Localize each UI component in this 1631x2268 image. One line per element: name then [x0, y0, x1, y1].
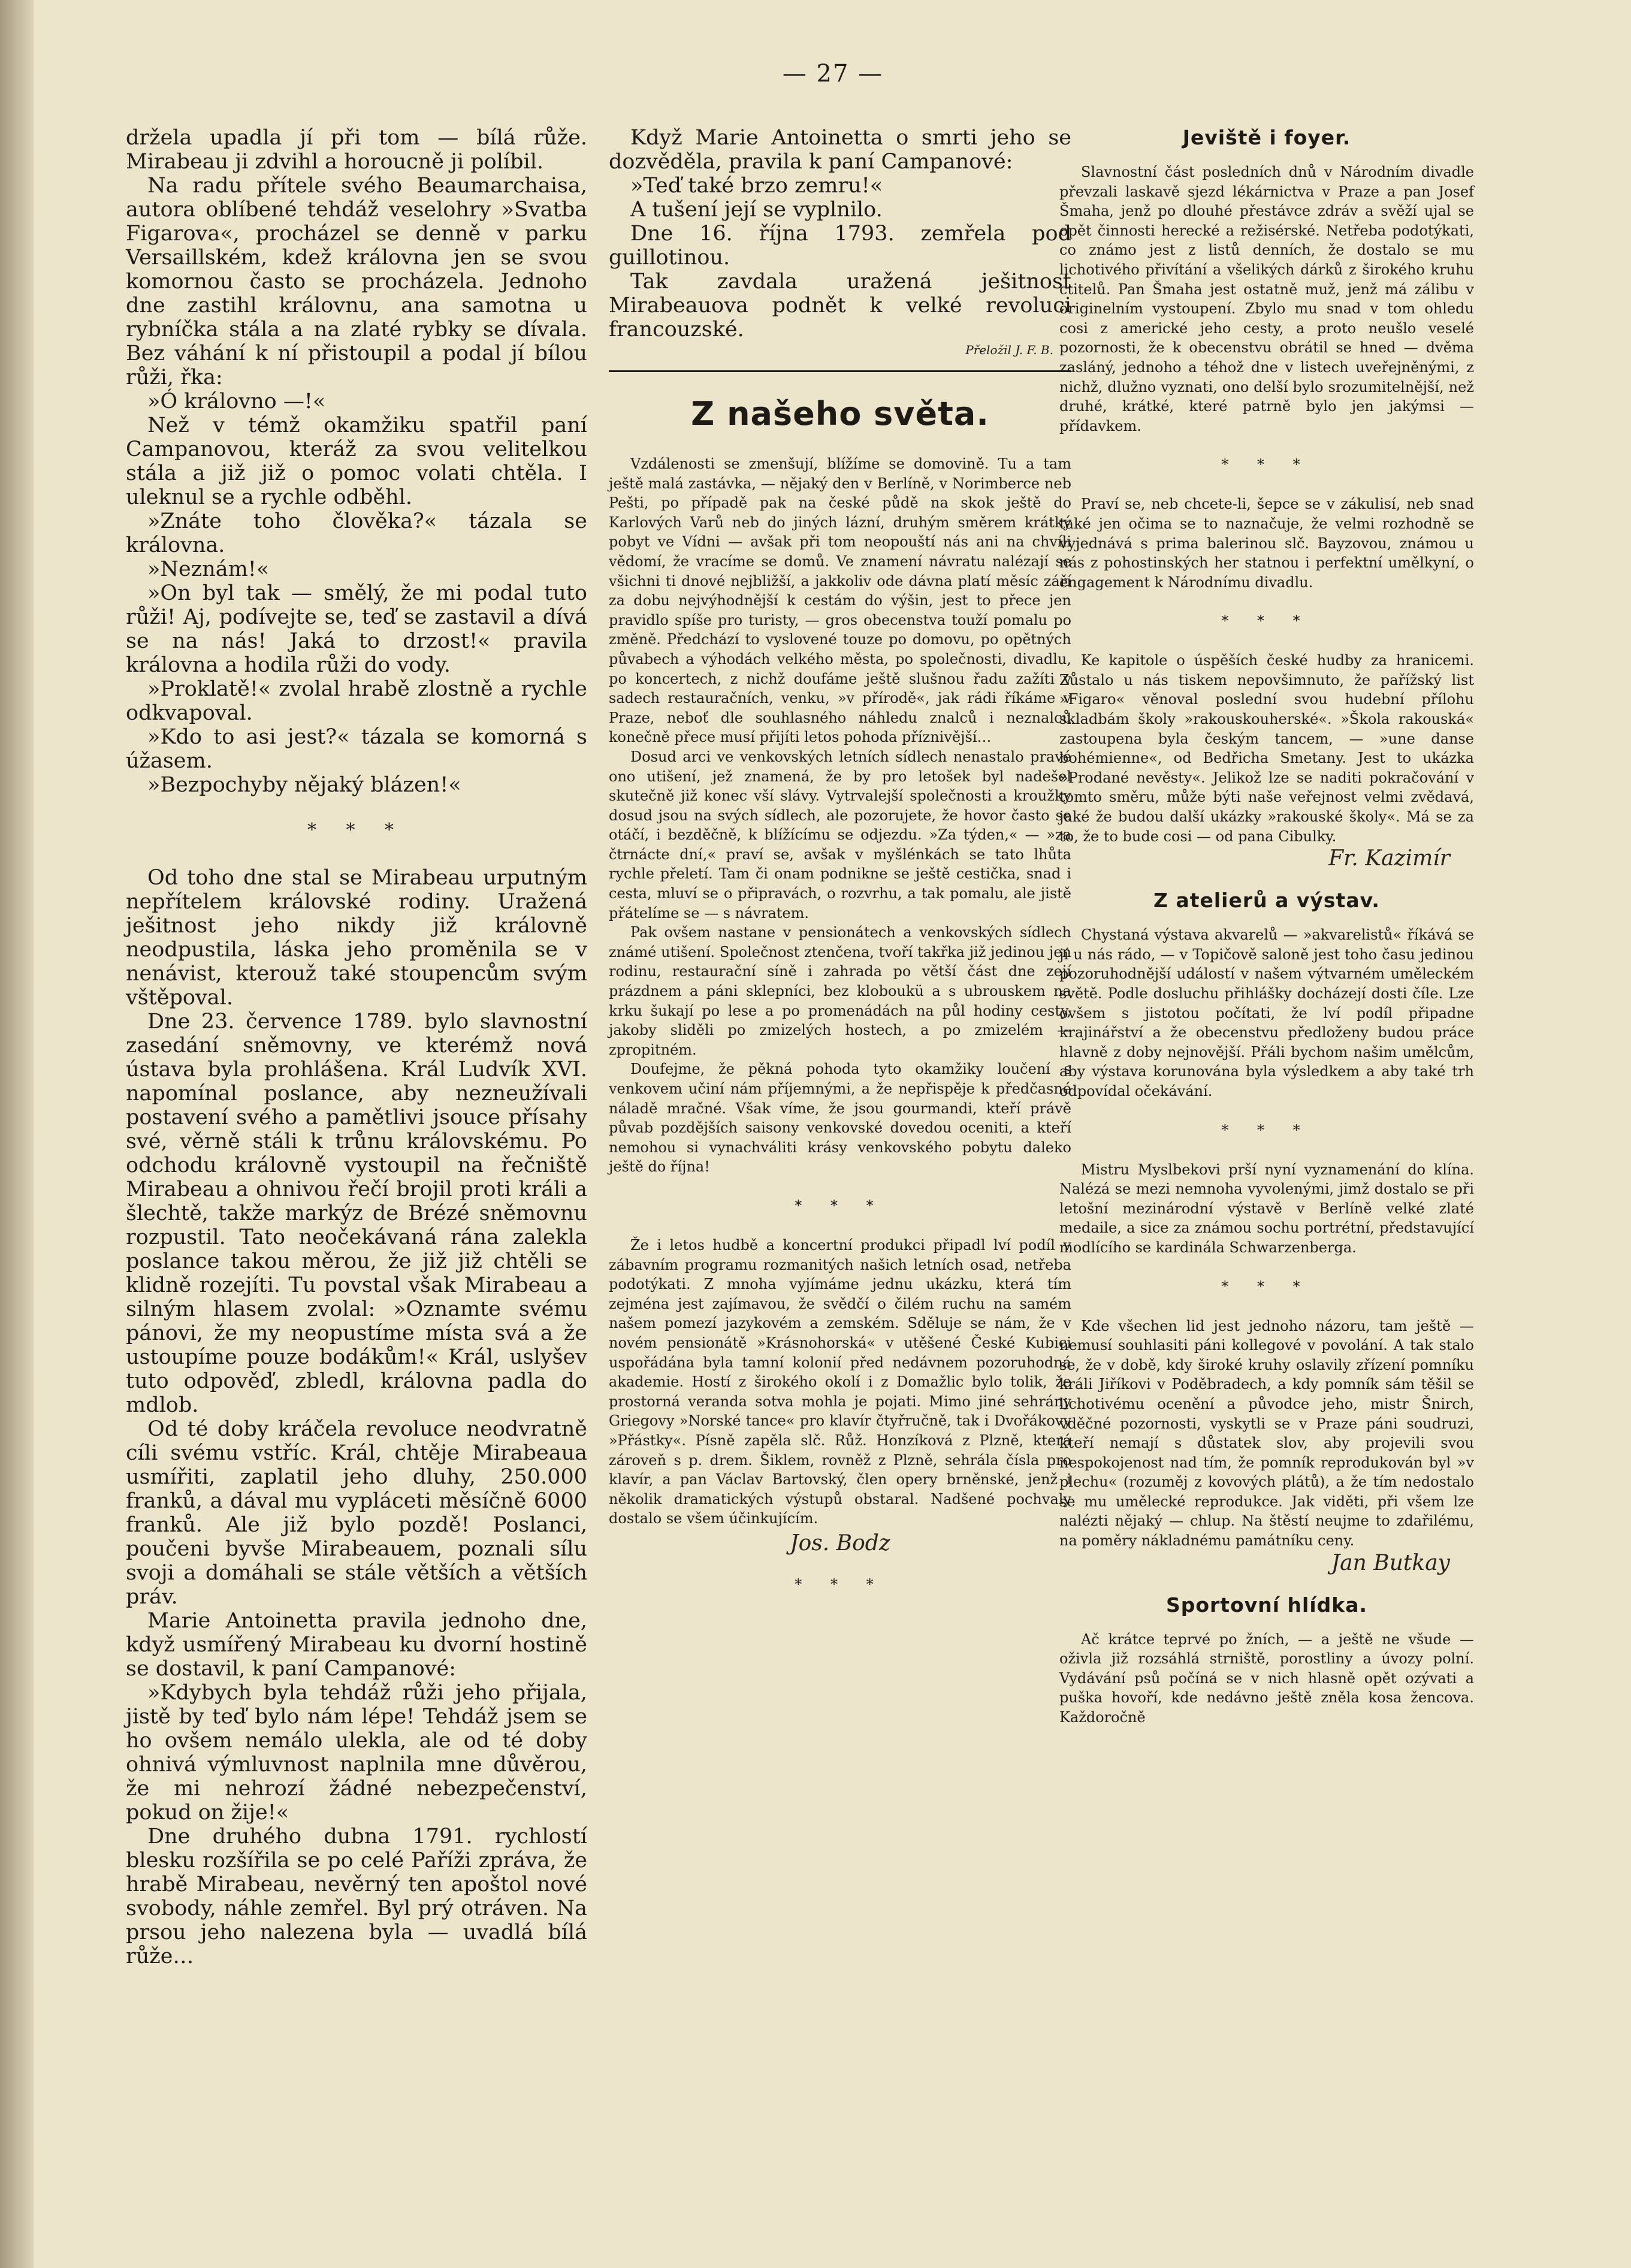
paragraph: Vzdálenosti se zmenšují, blížíme se domovině. Tu a tam ještě malá zastávka, — nějaký den v Berlíně, v Norimberce neb Pešti, po případě pak na české půdě na skok ještě do Karlových Varů neb do jiných lázní, druhým směrem krátký pobyt ve Vídni — avšak při tom neopouští nás ani na chvíli vědomí, že vracíme se domů. Ve znamení návratu nalézají se všichni ti dnové nejbližší, a jakkoliv ode dávna platí měsíc září za dobu nejvýhodnější k cestám do výšin, jest to přece jen pravidlo spíše pro turisty, — gros obecenstva touží pomalu po změně. Předchází to vyslovené touze po domovu, po opětných půvabech a výhodách velkého města, po společnosti, divadlu, po koncertech, z nichž doufáme ještě slušnou řadu zažíti v sadech restauračních, venku, »v přírodě«, jak rádi říkáme v Praze, neboť dle souhlasného náhledu znalců i neznalců konečně přece musí přijíti letos pohoda příznivější… [609, 455, 1071, 746]
paragraph: »Neznám!« [147, 557, 270, 581]
paragraph: Od té doby kráčela revoluce neodvratně cíli svému vstříc. Král, chtěje Mirabeaua usmířiti, zaplatil jeho dluhy, 250.000 franků, a dával mu vypláceti měsíčně 6000 franků. Ale již bylo pozdě! Poslanci, poučeni byvše Mirabeauem, poznali sílu svoji a domáhali se stále větších a větších práv. [126, 1417, 587, 1609]
paragraph: »Teď také brzo zemru!« [630, 174, 883, 198]
column-1 [126, 126, 587, 1968]
section-stars: * * * [1221, 456, 1312, 473]
section-heading-z-naseho-sveta: Z našeho světa. [691, 395, 989, 433]
paragraph: Ač krátce teprvé po žních, — a ještě ne všude — oživla již rozsáhlá strniště, porostliny a úvozy polní. Vydávání psů počíná se v nich hlasně opět ozývati a puška hovoří, kde nedávno ještě zněla kosa žencova. Každoročně [1059, 1630, 1474, 1726]
section-stars: * * * [307, 820, 406, 841]
section-stars: * * * [1221, 1121, 1312, 1138]
page-number: — 27 — [782, 60, 884, 87]
paragraph: Kde všechen lid jest jednoho názoru, tam ještě — nemusí souhlasiti páni kollegové v povolání. A tak stalo se, že v době, kdy široké kruhy oslavily zřízení pomníku králi Jiříkovi v Poděbradech, a kdy pomník sám těšil se lichotivému ocenění a původce jeho, mistr Šnirch, vděčné pozornosti, vyskytli se v Praze páni soudruzi, kteří nemají s důstatek slov, aby projevili svou nespokojenost nad tím, že pomník reprodukován byl »v plechu« (rozuměj z kovových plátů), a že tím nedostalo se mu umělecké reprodukce. Jak viděti, při všem lze nalézti nějaký — chlup. Na štěstí neujme to zdařilému, na poměry nákladnému památníku ceny. [1059, 1317, 1474, 1550]
paragraph: »Kdybych byla tehdáž růži jeho přijala, jistě by teď bylo nám lépe! Tehdáž jsem se ho ovšem nemálo ulekla, ale od té doby ohnivá výmluvnost naplnila mne důvěrou, že mi nehrozí žádné nebezpečenství, pokud on žije!« [126, 1681, 587, 1825]
signature [609, 1531, 1071, 1556]
paragraph: držela upadla jí při tom — bílá růže. Mirabeau ji zdvihl a horoucně ji políbil. [126, 126, 587, 174]
paragraph: Od toho dne stal se Mirabeau urputným nepřítelem královské rodiny. Uražená ješitnost jeho nikdy již královně neodpustila, láska jeho proměnila se v nenávist, kterouž také stoupencům svým vštěpoval. [126, 866, 587, 1010]
paragraph: Než v témž okamžiku spatřil paní Campanovou, kteráž za svou velitelkou stála a již již o pomoc volati chtěla. I uleknul se a rychle odběhl. [126, 413, 587, 509]
section-stars: * * * [795, 1197, 886, 1214]
article-body-2 [609, 1236, 1071, 1529]
paragraph: Pak ovšem nastane v pensionátech a venkovských sídlech známé utišení. Společnost ztenčena, tvoří takřka již jedinou jen rodinu, restaurační síně i zahrada po větší část dne zejí prázdnem a páni sklepníci, bez kloboukü a s ubrouskem na krku šukají po lese a po promenádách na půl hodiny cesty, jakoby sliděli po zmizelých hostech, a po zmizelém — zpropitném. [609, 924, 1071, 1058]
paragraph: Doufejme, že pěkná pohoda tyto okamžiky loučení s venkovem učiní nám příjemnými, a že nepřispěje k předčasné náladě mračné. Však víme, že jsou gourmandi, kteří právě půvab pozdějších saisony venkovské dovedou oceniti, a kteří nemohou si vynachváliti krásy venkovského pobytu daleko ještě do října! [609, 1061, 1071, 1176]
article-jeviste [1059, 162, 1474, 436]
story-continuation-2 [126, 866, 587, 1968]
paragraph: Dosud arci ve venkovských letních sídlech nenastalo pravé ono utišení, jež znamená, že by pro letošek byl nadešel skutečně již konec vší slávy. Vytrvalejší společnosti a kroužky dosud jsou na svých sídlech, ale pozorujete, že hovor často se otáčí, i bezděčně, k blížícímu se odjezdu. »Za týden,« — »za čtrnácte dní,« praví se, avšak v myšlénkách se tato lhůta rychle přeletí. Tam či onam podnikne se ještě cestička, snad i cesta, mluví se o připravách, o rozvrhu, a tak pomalu, ale jistě přátelíme se — s návratem. [609, 748, 1071, 922]
paragraph: »Znáte toho člověka?« tázala se královna. [126, 509, 587, 557]
signature [1059, 1551, 1474, 1575]
signature-text: Jan Butkay [1331, 1550, 1450, 1575]
column-3 [1059, 126, 1474, 1728]
paragraph: Praví se, neb chcete-li, šepce se v zákulisí, neb snad také jen očima se to naznačuje, že velmi rozhodně se vyjednává s prima balerinou slč. Bayzovou, známou u nás z pohostinských her statnou i perfektní umělkyní, o engagement k Národnímu divadlu. [1059, 496, 1474, 591]
page-binding-edge [0, 0, 34, 2268]
section-stars: * * * [1221, 612, 1312, 630]
divider-rule [609, 370, 1071, 372]
paragraph: Dne druhého dubna 1791. rychlostí blesku rozšířila se po celé Paříži zpráva, že hrabě Mirabeau, nevěrný ten apoštol nové svobody, náhle zemřel. Byl prý otráven. Na prsou jeho nalezena byla — uvadlá bílá růže… [126, 1825, 587, 1968]
paragraph: »Bezpochyby nějaký blázen!« [147, 773, 461, 797]
section-heading-z-atelieru: Z atelierů a výstav. [1153, 889, 1380, 913]
paragraph: »Kdo to asi jest?« tázala se komorná s úžasem. [126, 725, 587, 773]
paragraph: Chystaná výstava akvarelů — »akvarelistů« říkává se jí u nás rádo, — v Topičově saloně jest toho času jedinou pozoruhodnější událostí v našem výtvarném uměleckém světě. Podle dosluchu přihlášky docházejí dosti číle. Lze ovšem s jistotou počítati, že lví podíl připadne krajinářství a že obecenstvu předloženy budou práce hlavně z doby nejnovější. Přáli bychom našim umělcům, aby výstava korunována byla výsledkem a aby také trh odpovídal očekávání. [1059, 926, 1474, 1100]
paragraph: Mistru Myslbekovi prší nyní vyznamenání do klína. Nalézá se mezi nemnoha vyvolenými, jimž dostalo se při letošní mezinárodní výstavě v Berlíně velké zlaté medaile, a sice za známou sochu portrétní, představující modlícího se kardinála Schwarzenberga. [1059, 1161, 1474, 1256]
article-myslbek [1059, 1160, 1474, 1258]
story-continuation [126, 126, 587, 797]
paragraph: Slavnostní část posledních dnů v Národním divadle převzali laskavě sjezd lékárnictva v Praze a pan Josef Šmaha, jenž po dlouhé přestávce zdráv a svěží ujal se opět činnosti herecké a režisérské. Netřeba podotýkati, co známo jest z listů denních, že dostalo se mu lichotivého přivítání a všelikých dárků z širokého kruhu ctitelů. Pan Šmaha jest ostatně muž, jenž má zálibu v originelním vystoupení. Zbylo mu snad v tom ohledu cosi z americké jeho cesty, a proto neušlo veselé pozornosti, že k obecenstvu obrátil se hned — dvěma zasláný, jednoho a téhož dne v listech uveřejněnými, z nichž, dlužno vyznati, ono delší bylo srozumitelnější, než druhé, krátké, které patrně bylo jen jakýmsi — přídavkem. [1059, 164, 1474, 434]
paragraph: Že i letos hudbě a koncertní produkci připadl lví podíl v zábavním programu rozmanitých našich letních osad, netřeba podotýkati. Z mnoha vyjímáme jednu ukázku, která tím zejména jest zajímavou, že svědčí o čilém ruchu na samém našem pomezí jazykovém a zemském. Sděluje se nám, že v novém pensionátě »Krásnohorská« v utěšené České Kubici uspořádána byla tamní kolonií před nedávnem pozoruhodná akademie. Hostí z širokého okolí i z Domažlic bylo tolik, že prostorná veranda sotva mohla je pojati. Mimo jiné sehrány Griegovy »Norské tance« pro klavír čtyřručně, tak i Dvořákovy »Přástky«. Písně zapěla slč. Růž. Honzíková z Plzně, která zároveň s p. drem. Šiklem, rovněž z Plzně, sehrála čísla pro klavír, a pan Václav Bartovský, člen opery brněnské, jenž i několik dramatických výstupů obstaral. Nadšené pochvaly dostalo se všem účinkujícím. [609, 1236, 1071, 1527]
paragraph: Ke kapitole o úspěších české hudby za hranicemi. Zůstalo u nás tiskem nepovšimnuto, že pařížský list »Figaro« věnoval poslední svou hudební přílohu skladbám školy »rakouskouherské«. »Škola rakouská« zastoupena byla českým tancem, — »une danse bohémienne«, od Bedřicha Smetany. Jest to ukázka »Prodané nevěsty«. Jelikož lze se naditi pokračování v tomto směru, může býti naše veřejnost velmi zvědavá, jaké že budou další ukázky »rakouské školy«. Má se za to, že to bude cosi — od pana Cibulky. [1059, 652, 1474, 845]
article-pomnik [1059, 1316, 1474, 1551]
article-vystava [1059, 925, 1474, 1101]
article-body [609, 454, 1071, 1177]
paragraph: Dne 23. července 1789. bylo slavnostní zasedání sněmovny, ve kterémž nová ústava byla prohlášena. Král Ludvík XVI. napomínal poslance, aby nezneužívali postavení svého a pamětlivi jsouce přísahy své, věrně stáli k trůnu královskému. Po odchodu královně vystoupil na řečniště Mirabeau a ohnivou řečí brojil proti králi a šlechtě, takže markýz de Brézé sněmovnu rozpustil. Tato neočekávaná rána zalekla poslance takou měrou, že již již chtěli se klidně rozejíti. Tu povstal však Mirabeau a silným hlasem zvolal: »Oznamte svému pánovi, že my neopustíme místa svá a že ustoupíme pouze bodákům!« Král, uslyšev tuto odpověď, zbledl, královna padla do mdlob. [126, 1010, 587, 1417]
paragraph: »Proklatě!« zvolal hrabě zlostně a rychle odkvapoval. [126, 677, 587, 725]
column-2 [609, 126, 1071, 1614]
section-stars-end: * * * [795, 1575, 886, 1593]
paragraph: Tak zavdala uražená ješitnost Mirabeauova podnět k velké revoluci francouzské. [609, 270, 1071, 342]
article-sport [1059, 1630, 1474, 1728]
section-heading-jeviste: Jeviště i foyer. [1182, 126, 1351, 149]
paragraph: Dne 16. října 1793. zemřela pod guillotinou. [609, 222, 1071, 270]
signature-text: Fr. Kazimír [1328, 846, 1450, 871]
story-ending [609, 126, 1071, 342]
signature [1059, 846, 1474, 871]
paragraph: Na radu přítele svého Beaumarchaisa, autora oblíbené tehdáž veselohry »Svatba Figarova«, procházel se denně v parku Versaillském, kdež královna jen se svou komornou často se procházela. Jednoho dne zastihl královnu, ana samotna u rybníčka stála a na zlaté rybky se dívala. Bez váhání k ní přistoupil a podal jí bílou růži, řka: [126, 174, 587, 389]
paragraph: »On byl tak — smělý, že mi podal tuto růži! Aj, podívejte se, teď se zastavil a dívá se na nás! Jaká to drzost!« pravila královna a hodila růži do vody. [126, 581, 587, 677]
paragraph: A tušení její se vyplnilo. [630, 198, 883, 222]
paragraph: »Ó královno —!« [147, 389, 326, 413]
paragraph: Když Marie Antoinetta o smrti jeho se dozvěděla, pravila k paní Campanové: [609, 126, 1071, 174]
section-heading-sportovni: Sportovní hlídka. [1165, 1593, 1368, 1617]
section-stars: * * * [1221, 1278, 1312, 1295]
article-balerina [1059, 494, 1474, 592]
article-hudba [1059, 651, 1474, 846]
translator-credit: Přeložil J. F. B. [965, 343, 1053, 357]
paragraph: Marie Antoinetta pravila jednoho dne, když usmířený Mirabeau ku dvorní hostině se dostavil, k paní Campanové: [126, 1609, 587, 1681]
signature-text: Jos. Bodz [790, 1530, 890, 1556]
